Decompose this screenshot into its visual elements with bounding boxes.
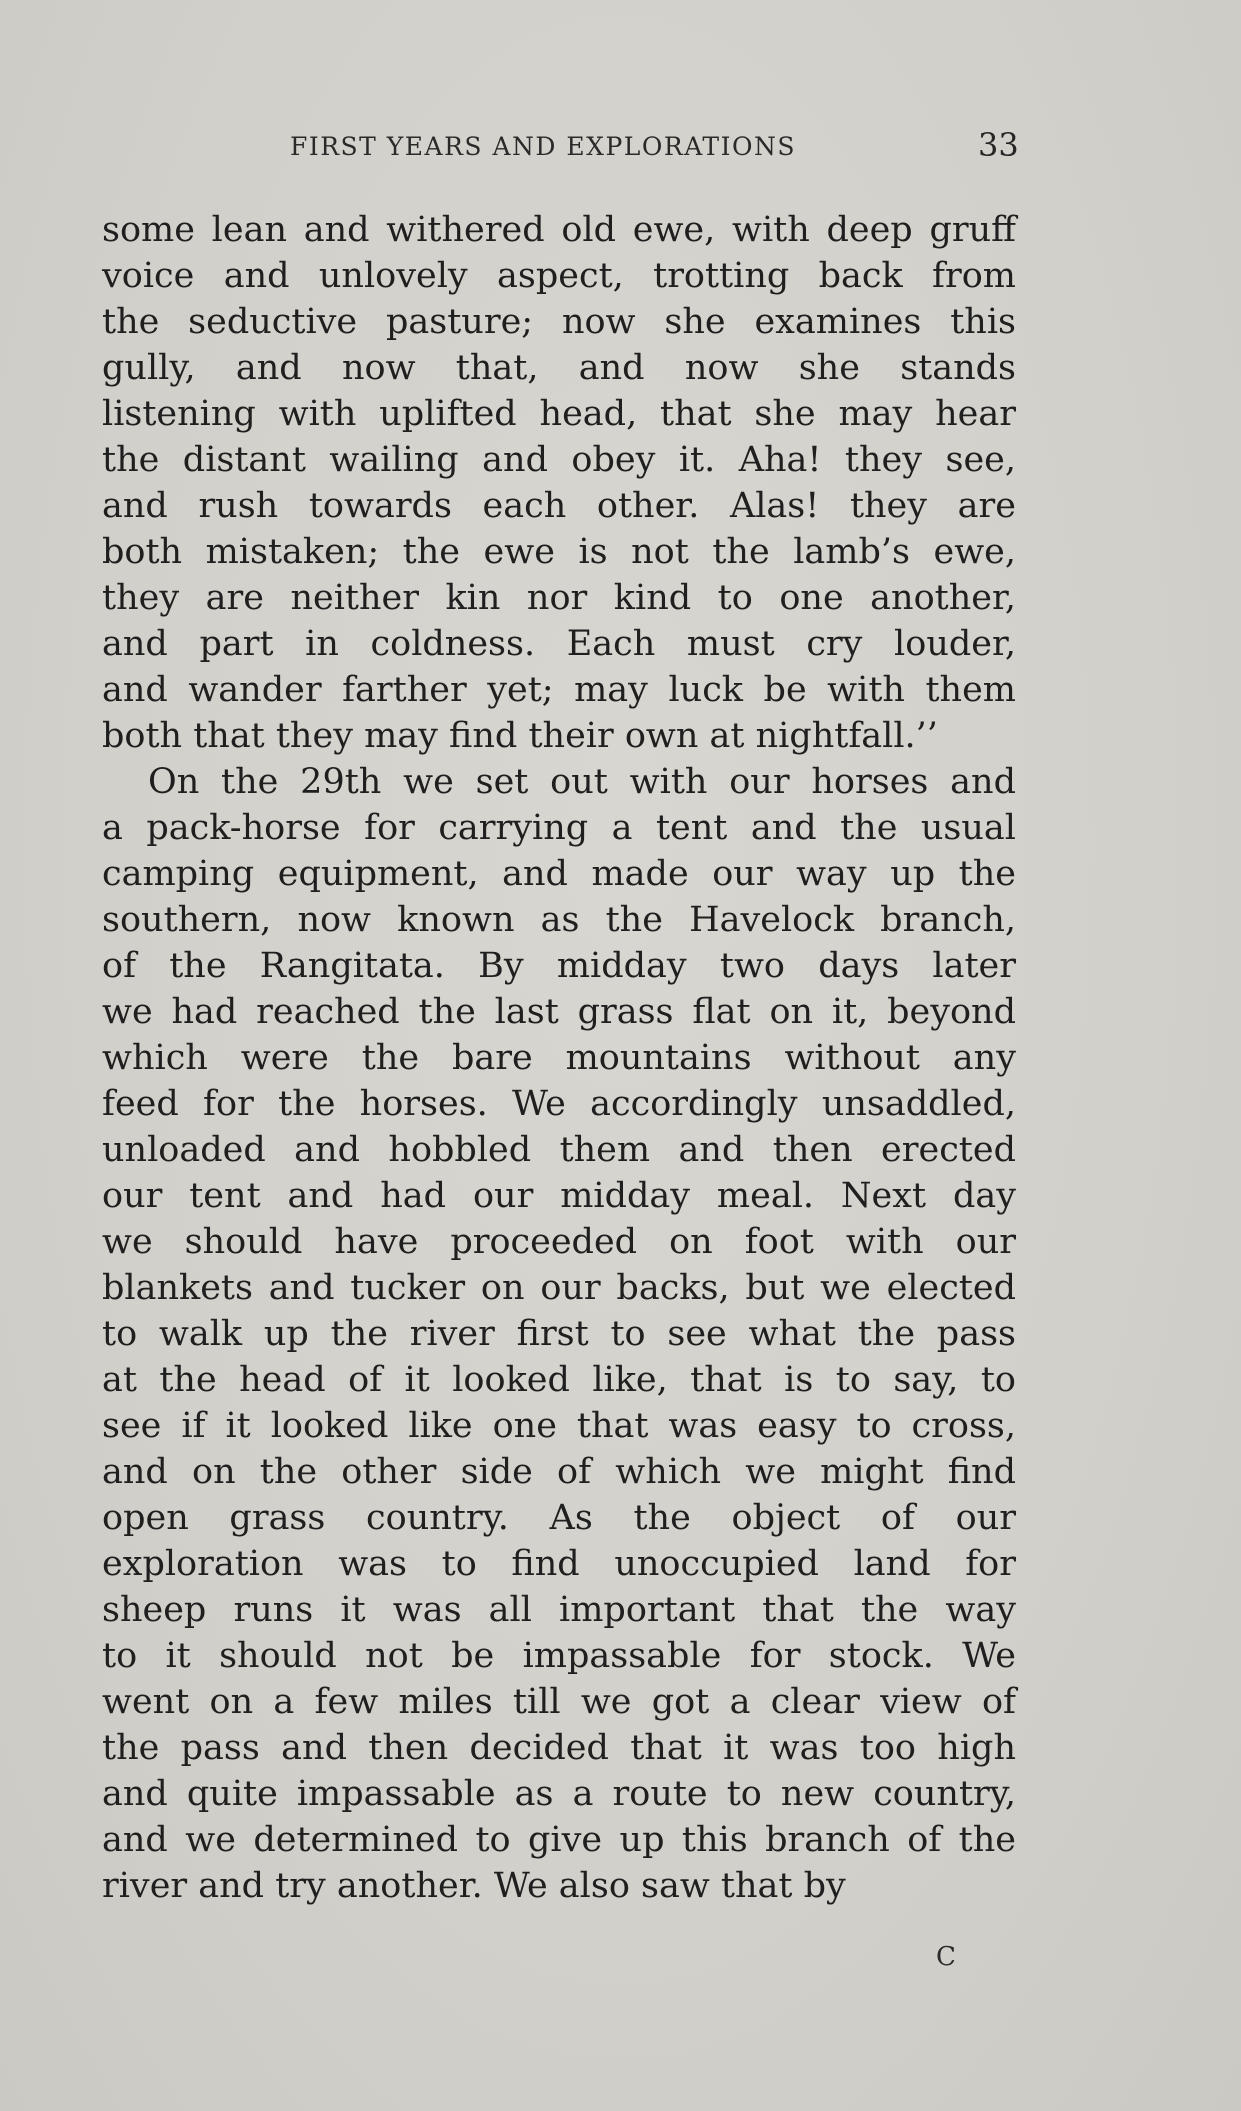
text-line: and quite impassable as a route to new country, <box>102 1774 1016 1814</box>
text-line: sheep runs it was all important that the way <box>102 1590 1016 1630</box>
text-line: both that they may find their own at nightfall.’’ <box>102 716 938 756</box>
text-line: listening with uplifted head, that she may hear <box>102 394 1016 434</box>
text-line: some lean and withered old ewe, with deep gruff <box>102 210 1016 250</box>
running-head: FIRST YEARS AND EXPLORATIONS <box>290 132 796 161</box>
text-line: we had reached the last grass flat on it, beyond <box>102 992 1016 1032</box>
text-line: which were the bare mountains without any <box>102 1038 1016 1078</box>
page-number: 33 <box>978 126 1019 164</box>
text-line: went on a few miles till we got a clear view of <box>102 1682 1016 1722</box>
text-line: voice and unlovely aspect, trotting back from <box>102 256 1016 296</box>
text-line: blankets and tucker on our backs, but we elected <box>102 1268 1016 1308</box>
text-line: gully, and now that, and now she stands <box>102 348 1016 388</box>
text-line: exploration was to find unoccupied land for <box>102 1544 1016 1584</box>
text-line: see if it looked like one that was easy to cross, <box>102 1406 1016 1446</box>
signature-mark: C <box>936 1942 956 1972</box>
text-line: both mistaken; the ewe is not the lamb’s ewe, <box>102 532 1016 572</box>
text-line: river and try another. We also saw that by <box>102 1866 846 1906</box>
text-line: the seductive pasture; now she examines this <box>102 302 1016 342</box>
text-line: we should have proceeded on foot with our <box>102 1222 1016 1262</box>
text-line: and wander farther yet; may luck be with them <box>102 670 1016 710</box>
text-line: camping equipment, and made our way up the <box>102 854 1016 894</box>
text-line: and rush towards each other. Alas! they are <box>102 486 1016 526</box>
text-line: our tent and had our midday meal. Next day <box>102 1176 1016 1216</box>
body-text <box>102 207 1016 1909</box>
text-line: southern, now known as the Havelock branch, <box>102 900 1016 940</box>
text-line: unloaded and hobbled them and then erected <box>102 1130 1016 1170</box>
text-line: of the Rangitata. By midday two days later <box>102 946 1016 986</box>
text-line: to it should not be impassable for stock. We <box>102 1636 1016 1676</box>
text-line: at the head of it looked like, that is to say, to <box>102 1360 1016 1400</box>
text-line: to walk up the river first to see what the pass <box>102 1314 1016 1354</box>
text-line: a pack-horse for carrying a tent and the usual <box>102 808 1016 848</box>
text-line: feed for the horses. We accordingly unsaddled, <box>102 1084 1016 1124</box>
text-line: the pass and then decided that it was too high <box>102 1728 1016 1768</box>
text-line: the distant wailing and obey it. Aha! they see, <box>102 440 1016 480</box>
text-line: and we determined to give up this branch of the <box>102 1820 1016 1860</box>
text-line: and part in coldness. Each must cry louder, <box>102 624 1016 664</box>
text-line: they are neither kin nor kind to one another, <box>102 578 1016 618</box>
text-line: and on the other side of which we might find <box>102 1452 1016 1492</box>
text-line: On the 29th we set out with our horses and <box>148 762 1016 802</box>
text-line: open grass country. As the object of our <box>102 1498 1016 1538</box>
